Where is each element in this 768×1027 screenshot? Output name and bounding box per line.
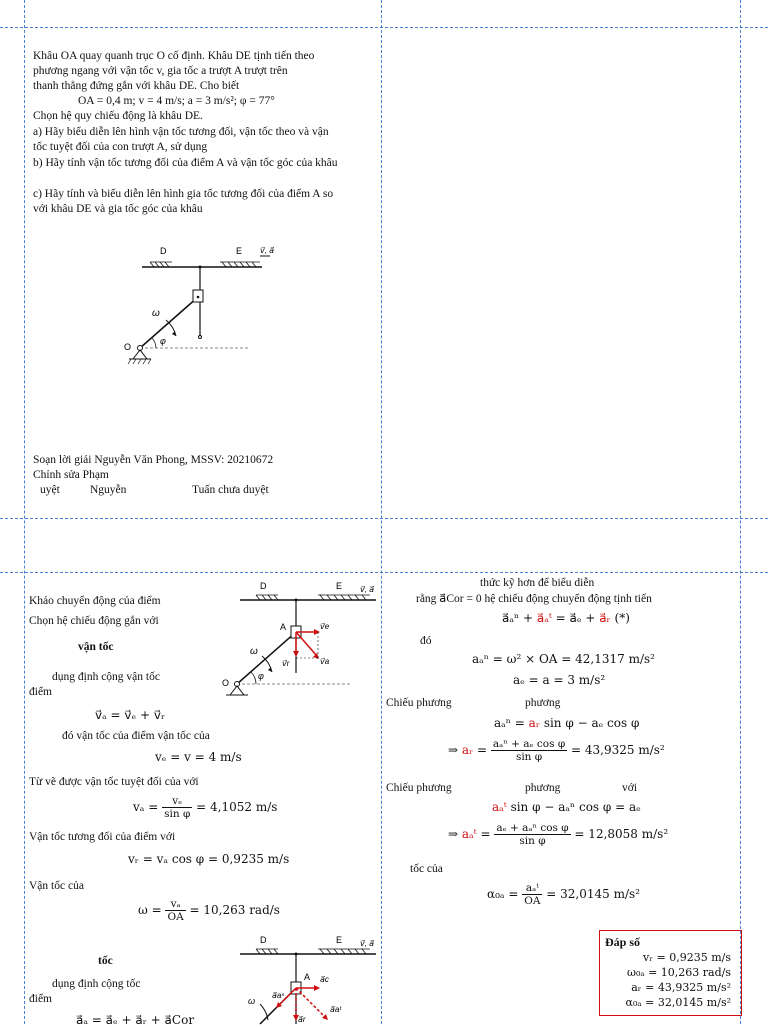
editor-credit: Tuấn chưa duyệt (192, 484, 269, 496)
label-a: A (280, 622, 287, 632)
equation-aan: aₐⁿ = ω² × OA = 42,1317 m/s² (472, 652, 655, 666)
author-credit: Soạn lời giải Nguyễn Văn Phong, MSSV: 20210672 (33, 454, 274, 466)
page-guide (0, 27, 768, 28)
velocity-figure (220, 578, 380, 698)
equation-ve: vₑ = v = 4 m/s (155, 750, 242, 764)
page-guide (24, 0, 25, 1024)
equation-aat: ⇒ aₐᵗ = $\frac{\text{aₑ + aₐⁿ cos φ}}{\text{sin φ}}$ = 12,8058 m/s² (448, 822, 669, 847)
label-v-a: v⃗, a⃗ (260, 246, 275, 255)
solution-text: đó (420, 635, 432, 647)
answer-ar: aᵣ = 43,9325 m/s² (631, 981, 731, 994)
solution-text: Từ vẽ được vận tốc tuyệt đối của với (29, 776, 199, 788)
label-omega: ω (250, 646, 258, 657)
label-e: E (336, 935, 343, 945)
label-d: D (160, 246, 167, 256)
section-heading-acceleration: tốc (98, 955, 113, 967)
solution-text: rằng a⃗Cor = 0 hệ chiếu động chuyển động tịnh tiến (416, 593, 652, 605)
label-omega: ω (248, 996, 256, 1006)
label-v-a: v⃗, a⃗ (360, 939, 375, 948)
problem-line: Chọn hệ quy chiếu động là khâu DE. (33, 110, 203, 122)
label-a: A (304, 972, 311, 982)
equation-projection-1: aₐⁿ = aᵣ sin φ − aₑ cos φ (494, 716, 640, 730)
label-o: O (222, 678, 230, 688)
editor-credit: Chỉnh sửa Phạm (33, 469, 109, 481)
solution-text: dụng định cộng vận tốc (52, 671, 160, 683)
equation-alpha: α₀ₐ = $\frac{\text{aₐᵗ}}{OA}$ = 32,0145 m/s² (487, 882, 640, 907)
label-ac: a⃗c (320, 975, 329, 984)
editor-credit: uyệt (40, 484, 60, 496)
equation-accel-projection: a⃗ₐⁿ + a⃗ₐᵗ = a⃗ₑ + a⃗ᵣ (*) (502, 611, 630, 625)
section-heading-velocity: vận tốc (78, 641, 114, 653)
answer-omega: ω₀ₐ = 10,263 rad/s (626, 966, 731, 979)
label-phi: φ (258, 671, 264, 681)
problem-line: Khâu OA quay quanh trục O cố định. Khâu DE tịnh tiến theo (33, 50, 315, 62)
page-guide (740, 0, 741, 1024)
equation-projection-2: aₐᵗ sin φ − aₐⁿ cos φ = aₑ (492, 800, 641, 814)
solution-text: điểm (29, 993, 52, 1005)
solution-text: đó vận tốc của điểm vận tốc của (62, 730, 210, 742)
answer-alpha: α₀ₐ = 32,0145 m/s² (625, 996, 731, 1009)
label-vr: v⃗r (282, 659, 290, 668)
label-va: v⃗a (320, 657, 330, 666)
answer-title: Đáp số (605, 935, 641, 949)
solution-text: tốc của (410, 863, 443, 875)
editor-credit: Nguyễn (90, 484, 127, 496)
problem-line: c) Hãy tính và biểu diễn lên hình gia tốc tương đối của điểm A so (33, 188, 334, 200)
solution-text: thức kỹ hơn để biểu diễn (480, 577, 595, 589)
label-ar: a⃗r (298, 1015, 306, 1024)
page-guide (0, 518, 768, 519)
problem-line: tốc tuyệt đối của con trượt A, sử dụng (33, 141, 208, 153)
answer-box (599, 930, 742, 1016)
label-v-a: v⃗, a⃗ (360, 585, 375, 594)
equation-ar: ⇒ aᵣ = $\frac{\text{aₐⁿ + aₑ cos φ}}{\text{sin φ}}$ = 43,9325 m/s² (448, 738, 665, 763)
problem-line: phương ngang với vận tốc v, gia tốc a trượt A trượt trên (33, 65, 288, 77)
equation-velocity-sum: v⃗ₐ = v⃗ₑ + v⃗ᵣ (95, 708, 166, 722)
equation-va: vₐ = $\frac{\text{vₑ}}{\text{sin φ}}$ = 4,1052 m/s (133, 795, 278, 820)
label-ve: v⃗e (320, 622, 330, 631)
label-e: E (236, 246, 243, 256)
problem-line: thanh thẳng đứng gắn với khâu DE. Cho biết (33, 80, 240, 92)
problem-given: OA = 0,4 m; v = 4 m/s; a = 3 m/s²; φ = 77° (78, 95, 275, 107)
equation-omega: ω = $\frac{\text{vₐ}}{OA}$ = 10,263 rad/s (138, 898, 280, 923)
label-d: D (260, 581, 267, 591)
page-guide (381, 0, 382, 1024)
problem-line: a) Hãy biểu diễn lên hình vận tốc tương đối, vận tốc theo và vận (33, 126, 329, 138)
solution-text: Khảo chuyển động của điểm (29, 595, 161, 607)
problem-line: b) Hãy tính vận tốc tương đối của điểm A và vận tốc góc của khâu (33, 157, 338, 169)
equation-accel-sum: a⃗ₐ = a⃗ₑ + a⃗ᵣ + a⃗Cor (76, 1013, 195, 1027)
label-d: D (260, 935, 267, 945)
solution-text: Chọn hệ chiếu động gắn với (29, 615, 159, 627)
label-aat: a⃗aᵗ (330, 1005, 341, 1014)
label-omega: ω (152, 308, 160, 319)
equation-vr: vᵣ = vₐ cos φ = 0,9235 m/s (128, 852, 290, 866)
solution-text: phương (525, 782, 561, 794)
problem-line: với khâu DE và gia tốc góc của khâu (33, 203, 203, 215)
solution-text: Vận tốc của (29, 880, 84, 892)
page-guide (0, 572, 768, 573)
solution-text: dụng định cộng tốc (52, 978, 141, 990)
label-e: E (336, 581, 343, 591)
label-o: O (124, 342, 132, 352)
solution-text: với (622, 782, 638, 794)
solution-text: phương (525, 697, 561, 709)
label-aan: a⃗aⁿ (272, 991, 285, 1000)
mechanism-figure (120, 240, 275, 370)
solution-text: Chiếu phương (386, 697, 452, 709)
answer-vr: vᵣ = 0,9235 m/s (642, 951, 731, 964)
solution-text: Vận tốc tương đối của điểm với (29, 831, 176, 843)
solution-text: Chiếu phương (386, 782, 452, 794)
equation-ae: aₑ = a = 3 m/s² (513, 673, 606, 687)
label-phi: φ (160, 336, 166, 346)
acceleration-figure (220, 932, 380, 1024)
solution-text: điểm (29, 686, 52, 698)
